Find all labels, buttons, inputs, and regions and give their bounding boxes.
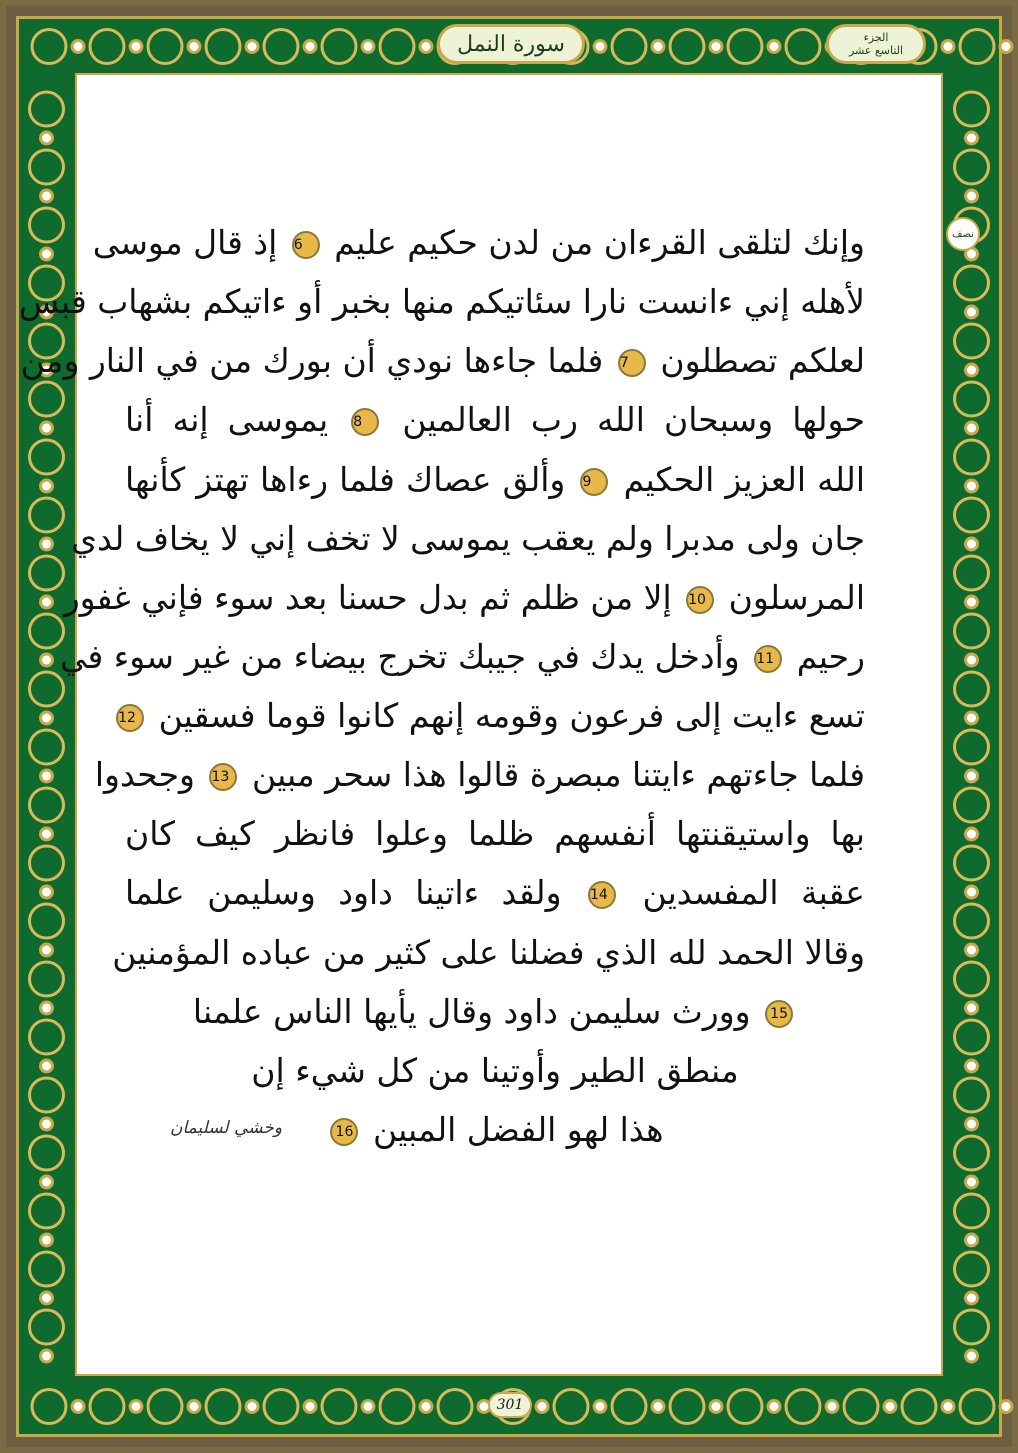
border-swirl	[554, 1390, 588, 1424]
border-swirl	[960, 30, 994, 64]
verse-text: وجحدوا	[94, 755, 195, 795]
border-swirl	[206, 30, 240, 64]
border-swirl	[32, 30, 66, 64]
ayah-number-marker: 14	[588, 881, 616, 909]
border-swirl	[768, 1401, 780, 1413]
verse-line	[20, 333, 865, 391]
ayah-number-marker: 8	[351, 408, 379, 436]
verse-line	[92, 215, 865, 273]
border-swirl	[966, 1002, 978, 1014]
border-swirl	[41, 1292, 53, 1304]
border-swirl	[955, 382, 989, 416]
border-swirl	[41, 1176, 53, 1188]
border-swirl	[786, 1390, 820, 1424]
border-swirl	[652, 1401, 664, 1413]
verse-text: المرسلون	[728, 577, 865, 617]
border-swirl	[90, 30, 124, 64]
border-swirl	[594, 1401, 606, 1413]
border-swirl	[966, 596, 978, 608]
border-swirl	[30, 1252, 64, 1286]
verse-text: إذ قال موسى	[92, 223, 278, 262]
verse-text: جان ولى مدبرا ولم يعقب يموسى لا تخف إني لا يخاف لدي	[71, 518, 865, 558]
border-swirl	[594, 41, 606, 53]
border-swirl	[30, 1136, 64, 1170]
border-swirl	[30, 440, 64, 474]
border-swirl	[264, 30, 298, 64]
border-swirl	[942, 1401, 954, 1413]
border-swirl	[41, 248, 53, 260]
verse-text: وورث سليمن داود وقال يأيها الناس علمنا	[192, 991, 751, 1031]
verse-line	[18, 274, 865, 332]
border-swirl	[966, 1234, 978, 1246]
border-swirl	[955, 150, 989, 184]
border-swirl	[966, 1292, 978, 1304]
verse-text: وألق عصاك فلما رءاها تهتز كأنها	[125, 459, 566, 499]
border-swirl	[188, 41, 200, 53]
verse-text: وإنك لتلقى القرءان من لدن حكيم عليم	[334, 223, 865, 262]
border-swirl	[960, 1390, 994, 1424]
border-swirl	[41, 828, 53, 840]
border-swirl	[41, 770, 53, 782]
border-swirl	[966, 770, 978, 782]
border-swirl	[612, 30, 646, 64]
verse-line	[125, 806, 865, 864]
border-swirl	[670, 1390, 704, 1424]
border-swirl	[30, 962, 64, 996]
border-swirl	[41, 1002, 53, 1014]
border-swirl	[72, 41, 84, 53]
verse-line	[125, 1043, 865, 1101]
border-swirl	[826, 1401, 838, 1413]
border-swirl	[41, 886, 53, 898]
border-swirl	[966, 886, 978, 898]
border-swirl	[188, 1401, 200, 1413]
verse-text: وقالا الحمد لله الذي فضلنا على كثير من عباده المؤمنين	[112, 932, 865, 972]
border-swirl	[955, 1136, 989, 1170]
border-swirl	[90, 1390, 124, 1424]
verse-line	[112, 925, 865, 983]
border-swirl	[30, 788, 64, 822]
border-swirl	[148, 1390, 182, 1424]
border-swirl	[955, 498, 989, 532]
border-swirl	[966, 712, 978, 724]
border-swirl	[30, 1194, 64, 1228]
border-swirl	[966, 828, 978, 840]
border-swirl	[844, 1390, 878, 1424]
border-swirl	[884, 1401, 896, 1413]
border-swirl	[955, 614, 989, 648]
border-swirl	[30, 208, 64, 242]
verse-text: إلا من ظلم ثم بدل حسنا بعد سوء فإني غفور	[63, 577, 672, 617]
border-swirl	[902, 1390, 936, 1424]
juz-label-line1: الجزء	[863, 31, 889, 44]
border-swirl	[966, 132, 978, 144]
border-swirl	[728, 30, 762, 64]
border-swirl	[30, 672, 64, 706]
border-swirl	[966, 480, 978, 492]
border-swirl	[536, 1401, 548, 1413]
verse-text: رحيم	[796, 636, 865, 676]
border-swirl	[955, 266, 989, 300]
hizb-marker	[946, 217, 980, 251]
border-swirl	[30, 150, 64, 184]
border-swirl	[30, 904, 64, 938]
ayah-number-marker: 9	[580, 468, 608, 496]
verse-text: حولها وسبحان الله رب العالمين	[402, 400, 866, 440]
verse-text: تسع ءايت إلى فرعون وقومه إنهم كانوا قوما فسقين	[158, 696, 865, 735]
verse-line	[125, 392, 865, 450]
verse-text: الله العزيز الحكيم	[623, 459, 865, 499]
verse-line	[125, 452, 865, 510]
border-swirl	[438, 1390, 472, 1424]
border-swirl	[362, 1401, 374, 1413]
border-swirl	[966, 364, 978, 376]
border-swirl	[322, 1390, 356, 1424]
border-swirl	[955, 730, 989, 764]
border-swirl	[30, 556, 64, 590]
page-number	[488, 1392, 532, 1418]
border-swirl	[955, 1194, 989, 1228]
border-swirl	[304, 41, 316, 53]
border-swirl	[955, 1078, 989, 1112]
verse-line	[125, 865, 865, 923]
border-swirl	[955, 904, 989, 938]
border-swirl	[1000, 1401, 1012, 1413]
verse-text: هذا لهو الفضل المبين	[372, 1109, 664, 1149]
border-swirl	[955, 556, 989, 590]
border-swirl	[130, 41, 142, 53]
ayah-number-marker: 13	[209, 763, 237, 791]
page-number-text: 301	[496, 1397, 524, 1413]
hizb-marker-text: نصف	[952, 228, 974, 240]
border-swirl	[322, 30, 356, 64]
border-swirl	[380, 1390, 414, 1424]
border-swirl	[966, 1118, 978, 1130]
border-swirl	[41, 654, 53, 666]
border-swirl	[955, 440, 989, 474]
border-swirl	[612, 1390, 646, 1424]
border-swirl	[41, 1350, 53, 1362]
verse-text: عقبة المفسدين	[642, 873, 865, 913]
border-swirl	[41, 944, 53, 956]
border-swirl	[30, 1020, 64, 1054]
verse-text: بها واستيقنتها أنفسهم ظلما وعلوا فانظر كيف كان	[125, 814, 865, 854]
border-swirl	[246, 41, 258, 53]
border-swirl	[41, 1234, 53, 1246]
border-swirl	[30, 1078, 64, 1112]
border-swirl	[264, 1390, 298, 1424]
verse-text: لعلكم تصطلون	[660, 341, 865, 381]
border-swirl	[130, 1401, 142, 1413]
border-swirl	[966, 306, 978, 318]
surah-title	[437, 24, 585, 64]
juz-label-line2: التاسع عشر	[848, 44, 904, 57]
border-swirl	[41, 190, 53, 202]
border-swirl	[728, 1390, 762, 1424]
border-swirl	[41, 1118, 53, 1130]
border-swirl	[30, 730, 64, 764]
verse-text: فلما جاءها نودي أن بورك من في النار ومن	[20, 341, 604, 381]
border-swirl	[246, 1401, 258, 1413]
border-swirl	[41, 1060, 53, 1072]
verse-line	[63, 570, 865, 628]
verses-block	[18, 215, 866, 1160]
border-swirl	[30, 92, 64, 126]
verse-text: ولقد ءاتينا داود وسليمن علما	[125, 873, 562, 913]
border-swirl	[955, 1020, 989, 1054]
verse-text: يموسى إنه أنا	[125, 400, 329, 440]
border-swirl	[41, 538, 53, 550]
ayah-number-marker: 6	[292, 231, 320, 259]
verse-line	[125, 984, 865, 1042]
border-swirl	[41, 422, 53, 434]
border-swirl	[966, 1176, 978, 1188]
border-swirl	[670, 30, 704, 64]
juz-label	[826, 24, 926, 64]
border-swirl	[966, 190, 978, 202]
border-swirl	[966, 1350, 978, 1362]
border-swirl	[41, 712, 53, 724]
border-swirl	[955, 788, 989, 822]
border-swirl	[420, 1401, 432, 1413]
verse-line	[59, 629, 865, 687]
ayah-number-marker: 10	[686, 586, 714, 614]
border-swirl	[1000, 41, 1012, 53]
ayah-number-marker: 11	[754, 645, 782, 673]
border-swirl	[41, 596, 53, 608]
border-swirl	[955, 92, 989, 126]
ayah-number-marker: 16	[330, 1118, 358, 1146]
border-swirl	[362, 41, 374, 53]
border-swirl	[942, 41, 954, 53]
border-swirl	[955, 962, 989, 996]
border-swirl	[710, 41, 722, 53]
verse-text: منطق الطير وأوتينا من كل شيء إن	[251, 1050, 739, 1090]
ayah-number-marker: 7	[618, 349, 646, 377]
border-swirl	[966, 422, 978, 434]
border-swirl	[206, 1390, 240, 1424]
border-swirl	[30, 1310, 64, 1344]
border-swirl	[41, 132, 53, 144]
border-swirl	[420, 41, 432, 53]
verse-line	[94, 747, 865, 805]
verse-line	[118, 688, 865, 746]
ayah-number-marker: 15	[765, 1000, 793, 1028]
border-swirl	[380, 30, 414, 64]
border-swirl	[32, 1390, 66, 1424]
border-swirl	[652, 41, 664, 53]
surah-name-text: سورة النمل	[457, 31, 565, 57]
border-swirl	[30, 614, 64, 648]
border-swirl	[304, 1401, 316, 1413]
border-swirl	[966, 538, 978, 550]
ayah-number-marker: 12	[116, 704, 144, 732]
verse-text: لأهله إني ءانست نارا سئاتيكم منها بخبر أو ءاتيكم بشهاب قبس	[18, 282, 865, 322]
border-swirl	[955, 672, 989, 706]
border-swirl	[955, 324, 989, 358]
border-swirl	[30, 846, 64, 880]
verse-text: فلما جاءتهم ءايتنا مبصرة قالوا هذا سحر مبين	[251, 755, 865, 795]
verse-text: وأدخل يدك في جيبك تخرج بيضاء من غير سوء في	[59, 636, 740, 676]
border-swirl	[955, 1252, 989, 1286]
border-swirl	[955, 846, 989, 880]
border-swirl	[30, 498, 64, 532]
border-swirl	[41, 480, 53, 492]
border-swirl	[72, 1401, 84, 1413]
verse-line	[71, 511, 865, 569]
border-swirl	[955, 1310, 989, 1344]
calligrapher-signature: وخشي لسليمان	[170, 1118, 283, 1138]
border-swirl	[148, 30, 182, 64]
border-swirl	[966, 1060, 978, 1072]
border-swirl	[710, 1401, 722, 1413]
border-swirl	[966, 944, 978, 956]
border-swirl	[768, 41, 780, 53]
border-swirl	[786, 30, 820, 64]
border-swirl	[966, 654, 978, 666]
